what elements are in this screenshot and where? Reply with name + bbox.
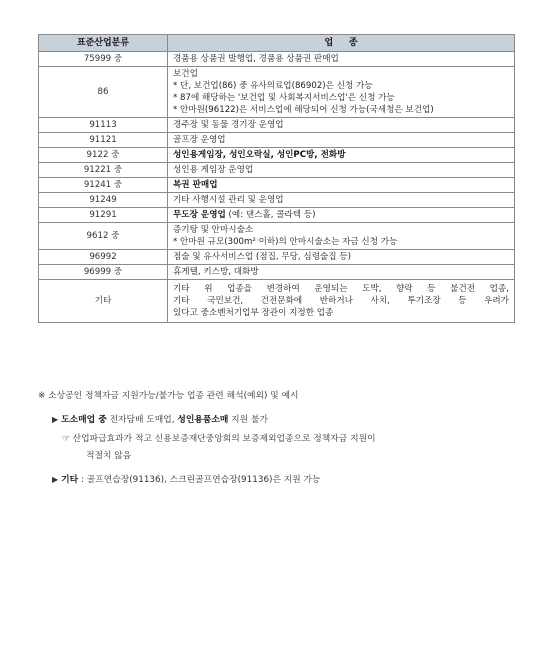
row-code: 86 (39, 67, 168, 118)
note-bold: 성인용품소매 (177, 415, 229, 425)
table-row (39, 193, 515, 208)
desc-line: 기타 국민보건, 건전문화에 반하거나 사치, 투기조장 등 우려가 (173, 296, 509, 306)
desc-line: 성인용게임장, 성인오락실, 성인PC방, 전화방 (173, 150, 346, 160)
table-row (39, 250, 515, 265)
note-bold: 기타 (61, 475, 79, 485)
row-code: 91291 (39, 208, 168, 223)
desc-rest: (예: 댄스홀, 콜라텍 등) (225, 210, 316, 220)
table-row (39, 223, 515, 250)
row-code: 9122 중 (39, 148, 168, 163)
note-sub-line: ☞ 산업파급효과가 적고 신용보증재단중앙회의 보증제외업종으로 정책자금 지원이 (62, 434, 376, 444)
desc-line: 골프장 운영업 (173, 135, 226, 145)
note-text: 전자담배 도매업, (106, 415, 178, 425)
row-code: 96999 중 (39, 265, 168, 280)
row-desc (168, 208, 515, 223)
desc-line: 보건업 (173, 69, 198, 79)
note-item-etc (52, 472, 321, 485)
row-code: 75999 중 (39, 52, 168, 67)
table-row (39, 148, 515, 163)
row-desc (168, 163, 515, 178)
row-desc (168, 280, 515, 323)
desc-line: 성인용 게임장 운영업 (173, 165, 254, 175)
table-row (39, 118, 515, 133)
row-desc (168, 265, 515, 280)
desc-line: 있다고 중소벤처기업부 장관이 지정한 업종 (173, 308, 334, 318)
row-code: 91113 (39, 118, 168, 133)
row-desc (168, 178, 515, 193)
desc-line: * 단, 보건업(86) 중 유사의료업(86902)은 신청 가능 (173, 81, 373, 91)
desc-line: 경품용 상품권 발행업, 경품용 상품권 판매업 (173, 54, 339, 64)
note-bold: 도소매업 중 (61, 415, 107, 425)
table-row (39, 208, 515, 223)
notes-title: ※ 소상공인 정책자금 지원가능/불가능 업종 관련 해석(예외) 및 예시 (38, 391, 299, 401)
desc-bold: 무도장 운영업 (173, 210, 226, 220)
table-row (39, 133, 515, 148)
note-text: : 골프연습장(91136), 스크린골프연습장(91136)은 지원 가능 (78, 475, 321, 485)
desc-line: 기타 사행시설 관리 및 운영업 (173, 195, 284, 205)
triangle-bullet-icon: ▶ (52, 415, 59, 424)
desc-line: 휴게텔, 키스방, 대화방 (173, 267, 259, 277)
desc-line (173, 209, 509, 221)
row-code: 91241 중 (39, 178, 168, 193)
row-desc (168, 148, 515, 163)
header-business-type: 업 종 (168, 35, 515, 52)
desc-line: 증기탕 및 안마시술소 (173, 225, 254, 235)
header-industry-code: 표준산업분류 (39, 35, 168, 52)
table-header-row (39, 35, 515, 52)
row-desc (168, 67, 515, 118)
table-row (39, 178, 515, 193)
note-text: 지원 불가 (228, 415, 268, 425)
row-desc (168, 118, 515, 133)
desc-line: * 안마원(96122)은 서비스업에 해당되어 신청 가능(국세청은 보건업) (173, 105, 434, 115)
note-item-wholesale (52, 412, 268, 425)
row-desc (168, 250, 515, 265)
row-desc (168, 133, 515, 148)
desc-line: * 안마원 규모(300m² 이하)의 안마시술소는 자금 신청 가능 (173, 237, 398, 247)
table-row (39, 52, 515, 67)
table-row (39, 67, 515, 118)
desc-line: 기타 위 업종을 변경하여 운영되는 도박, 향락 등 불건전 업종, (173, 284, 509, 294)
row-desc (168, 223, 515, 250)
row-code: 91249 (39, 193, 168, 208)
desc-line: * 87에 해당하는 '보건업 및 사회복지서비스업'은 신청 가능 (173, 93, 395, 103)
desc-line: 경주장 및 동물 경기장 운영업 (173, 120, 284, 130)
table-row (39, 265, 515, 280)
triangle-bullet-icon: ▶ (52, 475, 59, 484)
row-desc (168, 52, 515, 67)
desc-line: 복권 판매업 (173, 180, 218, 190)
note-sub-line: 적절치 않음 (86, 451, 132, 461)
desc-line: 점술 및 유사서비스업 (점집, 무당, 심령술집 등) (173, 252, 351, 262)
row-code: 91121 (39, 133, 168, 148)
row-code: 91221 중 (39, 163, 168, 178)
table-row (39, 280, 515, 323)
industry-table (38, 34, 515, 323)
row-code: 96992 (39, 250, 168, 265)
row-code: 9612 중 (39, 223, 168, 250)
table-row (39, 163, 515, 178)
row-desc (168, 193, 515, 208)
row-code: 기타 (39, 280, 168, 323)
